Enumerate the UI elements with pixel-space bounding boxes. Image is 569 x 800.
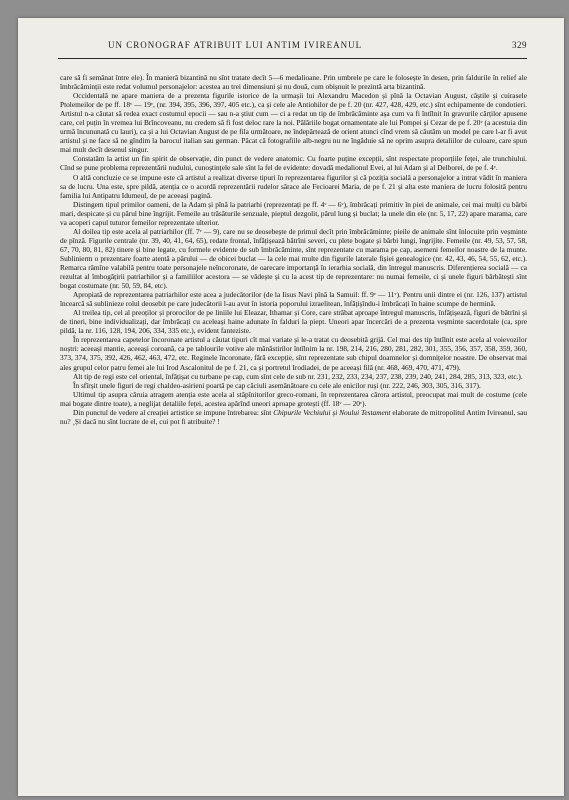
paragraph-12: Ultimul tip asupra căruia atragem atenția este acela al stăpînitorilor greco-romani, în reprezentarea cărora artistul, preocupat mai mult de costume (cele mai bogate dintre toate), a neglijat detaliile feței, acestea apărînd uneori aproape grotești (ff. 18ᵛ — 20ᵛ).	[60, 389, 527, 408]
paragraph-3: Constatăm la artist un fin spirit de observație, din punct de vedere anatomic. Cu foarte puține excepții, sînt respectate proporțiile feței, ale trunchiului. Cînd se pune problema reprezentării nudului, cunoștințele sale sînt la fel de evidente: dovadă medalionul Evei, al lui Adam și al Delborei, de pe f. 4ᵛ.	[60, 154, 527, 173]
paragraph-11: În sfîrșit unele figuri de regi chaldeo-asirieni poartă pe cap căciuli asemănătoare cu cele ale enicilor ruși (nr. 222, 246, 303, 305, 316, 317).	[73, 380, 481, 390]
paragraph-8: Al treilea tip, cel al preoților și prorocilor de pe liniile lui Eleazar, Ithamar și Core, care străbat aproape întregul manuscris, înfățișează, figuri de bătrîni și de tineri, bine individualizați, dar îmbrăcați cu aceleași haine adunate în falduri la piept. Uneori apar încercări de a prezenta veșminte sacerdotale (ca, spre pildă, la nr. 116, 128, 194, 206, 334, 335 etc.), evident fanteziste.	[60, 308, 527, 336]
paragraph-6: Al doilea tip este acela al patriarhilor (ff. 7ᵛ — 9), care nu se deosebește de primul decît prin îmbrăcăminte; pieile de animale sînt înlocuite prin veșminte de pînză. Figurile centrale (nr. 39, 40, 41, 64, 65), redate frontal, înfățișează bătrîni severi, cu plete bogate și bărbi lungi, îngrijite. Femeile (nr. 49, 53, 57, 58, 67, 70, 80, 81, 82) tinere și bine legate, cu formele evidente de sub îmbrăcăminte, sînt reprezentate cu marama pe cap, asemeni femeilor noastre de la munte. Sublinierm o prezentare foarte atentă a părului — de obicei buclat — la cele mai multe din figurile laterale fișiei genealogice (nr. 42, 43, 46, 54, 55, 62, etc.). Remarca rămîne valabilă pentru toate personajele neîncoronate, de oarecare importanță în ierarhia socială, din întregul manuscris. Diferențierea socială — ca rezultat al îmbogățirii patriarhilor și a familiilor acestora — se vădește și cu la acest tip de reprezentare: nu numai femeile, ci și unele figuri bărbătești sînt bogat costumate (nr. 50, 59, 84, etc).	[60, 226, 527, 291]
paragraph-4: O altă concluzie ce se impune este că artistul a realizat diverse tipuri în reprezentarea figurilor și că poziția socială a personajelor a intrat vădit în maniera sa de lucru. Una este, spre pildă, atenția ce o acordă reprezentării rudelor sărace ale Fecioarei Maria, de pe f. 21 și alta este maniera de lucru folosită pentru familia lui Antipatru Idumeul, de pe aceeași pagină.	[60, 172, 527, 200]
book-page	[18, 18, 564, 796]
book-title-italic: Chipurile Vechiului și Noului Testament	[273, 407, 391, 417]
paragraph-7: Apropiată de reprezentarea patriarhilor este acea a judecătorilor (de la Iisus Navi pînă la Samuil: ff. 9ᵛ — 11ᵛ). Pentru unii dintre ei (nr. 126, 137) artistul încearcă să sublinieze rolul deosebit pe care judecătorii l-au avut în istoria poporului izraelitean, înfățișîndu-i îmbrăcați în haine scumpe de hermină.	[60, 290, 527, 309]
header-rule	[58, 58, 527, 59]
question-tail: elaborate de mitropolitul Antim Ivireanul, sau nu? ¸Și dacă nu sînt lucrate de el, cui pot fi atribuite? !	[60, 407, 528, 426]
body-text	[60, 73, 527, 426]
paragraph-2: Occidentală ne apare maniera de a prezenta figurile istorice de la urmașii lui Alexandru Macedon și pînă la Octavian August, căștile și cuirasele Ptolemeilor de pe ff. 18ᵛ — 19ᵛ, (nr. 394, 395, 396, 397, 405 etc.), ca și cele ale Antiohilor de pe f. 20 (nr. 427, 428, 429, etc.) sînt echipamente de condotieri. Artistul n-a căutat să redea exact costumul epocii — sau n-a știut cum — ci a redat un tip de îmbrăcăminte așa cum va fi întîlnit în gravurile cărților apusene care, cel puțin în vremea lui Brîncoveanu, nu credem să fi fost deloc rare la noi. Pălăriile bogat ornamentate ale lui Pompei și Cezar de pe f. 20ᵛ (a acestuia din urmă încununată cu lauri), ca și a lui Octavian August de pe fila următoare, ne îndepărtează de orient atunci cînd vrem să căutăm un model pe care l-ar fi avut artistul și ne face să ne gîndim la barocul italian sau german. Păcat că fotografiile alb-negru nu ne îngăduie să ne oprim asupra detaliilor de culoare, care spun mai mult decît desenul singur.	[60, 91, 527, 155]
paragraph-9: În reprezentarea capetelor încoronate artistul a căutat tipuri cît mai variate și le-a tratat cu deosebită grijă. Cel mai des tip întîlnit este acela al voievozilor noștri: aceeași mantie, aceeași coroană, ca pe tablourile votive ale mănăstirilor întîlnim la nr. 198, 214, 216, 280, 281, 282, 301, 355, 356, 357, 358, 359, 360, 373, 374, 375, 392, 426, 462, 463, 472, etc. Reginele încoronate, fără excepție, sînt reprezentate sub chipul doamnelor și domnițelor noastre. De observat mai ales grupul celor patru femei ale lui Irod Ascalonitul de pe f. 21, ca și portretul Irodiadei, de pe aceeași filă (nr. 468, 469, 470, 471, 479).	[60, 335, 527, 372]
paragraph-10: Alt tip de regi este cel oriental, înfățișat cu turbane pe cap, cum sînt cele de sub nr. 231, 232, 233, 234, 237, 238, 239, 240, 241, 284, 285, 313, 323, etc.).	[73, 371, 523, 381]
running-header	[58, 40, 527, 54]
paragraph-5: Distingem tipul primilor oameni, de la Adam și pînă la patriarhi (reprezentați pe ff. 4ᵛ — 6ᵛ), îmbrăcați primitiv în piei de animale, cei mai mulți cu bărbi mari, despicate și cu părul bine îngrijit. Femeile au trăsăturile senzuale, pieptul dezgolit, părul lung și buclat; la unele din ele (nr. 5, 17, 22) apare marama, care va acoperi capul tuturor femeilor reprezentate ulterior.	[60, 199, 527, 227]
running-title: UN CRONOGRAF ATRIBUIT LUI ANTIM IVIREANUL	[108, 40, 363, 50]
paragraph-13	[60, 408, 527, 426]
question-lead: Din punctul de vedere al creației artistice se impune întrebarea: sînt	[73, 407, 274, 417]
page-number: 329	[512, 40, 527, 50]
paragraph-1: care să fi semănat între ele). În manieră bizantină nu sînt tratate decît 5—6 medalioane. Prin umbrele pe care le folosește în desen, prin faldurile în relief ale îmbrăcăminții este redat volumul personajelor: acestea au trei dimensiuni și nu două, cum obișnuit le prezintă arta bizantină.	[60, 73, 527, 92]
